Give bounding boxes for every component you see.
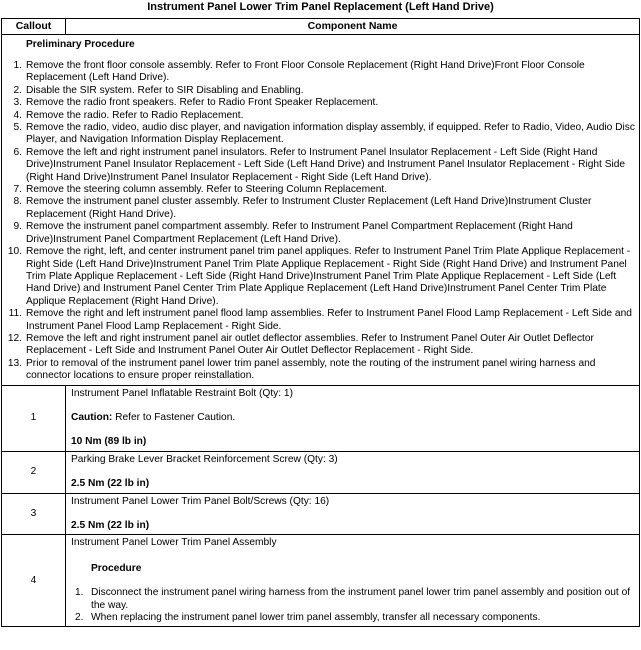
list-item xyxy=(8,60,635,85)
list-item xyxy=(8,147,635,184)
caution-text: Refer to Fastener Caution. xyxy=(112,411,236,423)
step-number: 7. xyxy=(13,184,22,196)
list-item xyxy=(8,184,635,196)
list-item xyxy=(8,97,635,109)
component-name: Parking Brake Lever Bracket Reinforcement Screw (Qty: 3) xyxy=(71,453,338,465)
preliminary-procedure-title: Preliminary Procedure xyxy=(26,39,135,50)
table-row xyxy=(2,451,640,493)
step-number: 2. xyxy=(13,84,22,96)
step-text: Disable the SIR system. Refer to SIR Disabling and Enabling. xyxy=(26,84,304,96)
step-text: Remove the front floor console assembly. Refer to Front Floor Console Replacement (Right Hand Drive)Front Floor Console Replacement (Left Hand Drive). xyxy=(26,60,585,84)
step-number: 4. xyxy=(13,109,22,121)
step-text: Remove the right and left instrument panel flood lamp assemblies. Refer to Instrument Panel Flood Lamp Replacement - Left Side and Instrument Panel Flood Lamp Replacement - Right Side. xyxy=(26,308,632,332)
callout-cell: 1 xyxy=(2,385,66,451)
step-text: Remove the right, left, and center instrument panel trim panel appliques. Refer to Instrument Panel Trim Plate Applique Replacement - Right Side (Left Hand Drive)Instrument Panel Trim Plate Applique Replacement - Right Side (Right Hand Drive) and Instrument Panel Trim Plate Applique Replacement - Left Side (Right Hand Drive)Instrument Panel Trim Plate Applique Replacement - Left Side (Left Hand Drive) and Instrument Panel Center Trim Plate Applique Replacement (Left Hand Drive)Instrument Panel Center Trim Plate Applique Replacement (Right Hand Drive). xyxy=(26,246,631,307)
step-text: Prior to removal of the instrument panel lower trim panel assembly, note the routing of the instrument panel wiring harness and connector locations to ensure proper reinstallation. xyxy=(26,357,596,382)
list-item xyxy=(8,333,635,358)
step-number: 11. xyxy=(8,308,22,320)
table-row xyxy=(2,385,640,451)
step-number: 6. xyxy=(13,146,22,158)
list-item xyxy=(8,85,635,97)
list-item xyxy=(8,110,635,122)
preliminary-procedure-row xyxy=(2,35,640,386)
list-item xyxy=(8,358,635,383)
step-text: Remove the radio, video, audio disc player, and navigation information display assembly, if equipped. Refer to Radio, Video, Audio Disc Player, and Navigation Information Display Replacement. xyxy=(26,122,635,146)
step-number: 1. xyxy=(13,60,22,71)
callout-cell: 3 xyxy=(2,493,66,535)
preliminary-procedure-cell xyxy=(2,35,640,386)
caution-note xyxy=(71,412,635,424)
step-number: 10. xyxy=(7,246,22,258)
step-number: 13. xyxy=(7,357,22,369)
step-text: Remove the left and right instrument panel air outlet deflector assemblies. Refer to Instrument Panel Outer Air Outlet Deflector Replacement - Left Side and Instrument Panel Outer Air Outlet Deflector Replacement - Right Side. xyxy=(26,332,594,357)
callout-cell: 4 xyxy=(2,535,66,627)
component-name: Instrument Panel Lower Trim Panel Assembly xyxy=(71,537,277,549)
table-header-row xyxy=(2,19,640,35)
list-item xyxy=(8,246,635,308)
step-number: 12. xyxy=(7,332,22,344)
component-cell xyxy=(66,385,640,451)
procedure-table xyxy=(1,18,640,627)
step-number: 9. xyxy=(13,221,22,233)
document-title: Instrument Panel Lower Trim Panel Replacement (Left Hand Drive) xyxy=(147,1,494,13)
step-text: Remove the left and right instrument panel insulators. Refer to Instrument Panel Insulator Replacement - Left Side (Right Hand Drive)Instrument Panel Insulator Replacement - Left Side (Left Hand Drive) and Instrument Panel Insulator Replacement - Right Side (Right Hand Drive)Instrument Panel Insulator Replacement - Right Side (Left Hand Drive). xyxy=(26,146,626,183)
table-row xyxy=(2,493,640,535)
step-text: Remove the steering column assembly. Refer to Steering Column Replacement. xyxy=(26,184,388,196)
list-item xyxy=(8,221,635,246)
list-item xyxy=(71,612,635,624)
step-text: Disconnect the instrument panel wiring harness from the instrument panel lower trim panel assembly and position out of the way. xyxy=(91,587,631,611)
component-cell xyxy=(66,451,640,493)
component-name: Instrument Panel Lower Trim Panel Bolt/Screws (Qty: 16) xyxy=(71,495,330,507)
step-text: Remove the radio front speakers. Refer to Radio Front Speaker Replacement. xyxy=(26,97,379,109)
component-cell xyxy=(66,535,640,627)
step-number: 3. xyxy=(13,97,22,109)
torque-spec: 10 Nm (89 lb in) xyxy=(71,436,147,448)
callout-header: Callout xyxy=(2,19,66,35)
component-name: Instrument Panel Inflatable Restraint Bolt (Qty: 1) xyxy=(71,387,293,399)
component-name-header: Component Name xyxy=(66,19,640,35)
torque-spec: 2.5 Nm (22 lb in) xyxy=(71,478,150,490)
step-number: 2. xyxy=(75,612,84,624)
table-row xyxy=(2,535,640,627)
torque-spec: 2.5 Nm (22 lb in) xyxy=(71,520,150,531)
caution-label: Caution: xyxy=(71,411,113,423)
list-item xyxy=(8,196,635,221)
step-text: Remove the radio. Refer to Radio Replacement. xyxy=(26,109,244,121)
preliminary-steps-list xyxy=(8,60,635,383)
step-text: Remove the instrument panel cluster assembly. Refer to Instrument Cluster Replacement (Left Hand Drive)Instrument Cluster Replacement (Right Hand Drive). xyxy=(26,196,592,220)
step-text: Remove the instrument panel compartment assembly. Refer to Instrument Panel Compartment Replacement (Right Hand Drive)Instrument Panel Compartment Replacement (Left Hand Drive). xyxy=(26,221,573,245)
list-item xyxy=(8,122,635,147)
callout-cell: 2 xyxy=(2,451,66,493)
step-number: 1. xyxy=(75,587,84,599)
procedure-steps-list xyxy=(71,587,635,624)
step-number: 8. xyxy=(13,196,22,208)
step-text: When replacing the instrument panel lower trim panel assembly, transfer all necessary components. xyxy=(91,612,541,624)
procedure-title: Procedure xyxy=(91,562,142,574)
list-item xyxy=(8,308,635,333)
list-item xyxy=(71,587,635,612)
component-cell xyxy=(66,493,640,535)
step-number: 5. xyxy=(13,122,22,134)
